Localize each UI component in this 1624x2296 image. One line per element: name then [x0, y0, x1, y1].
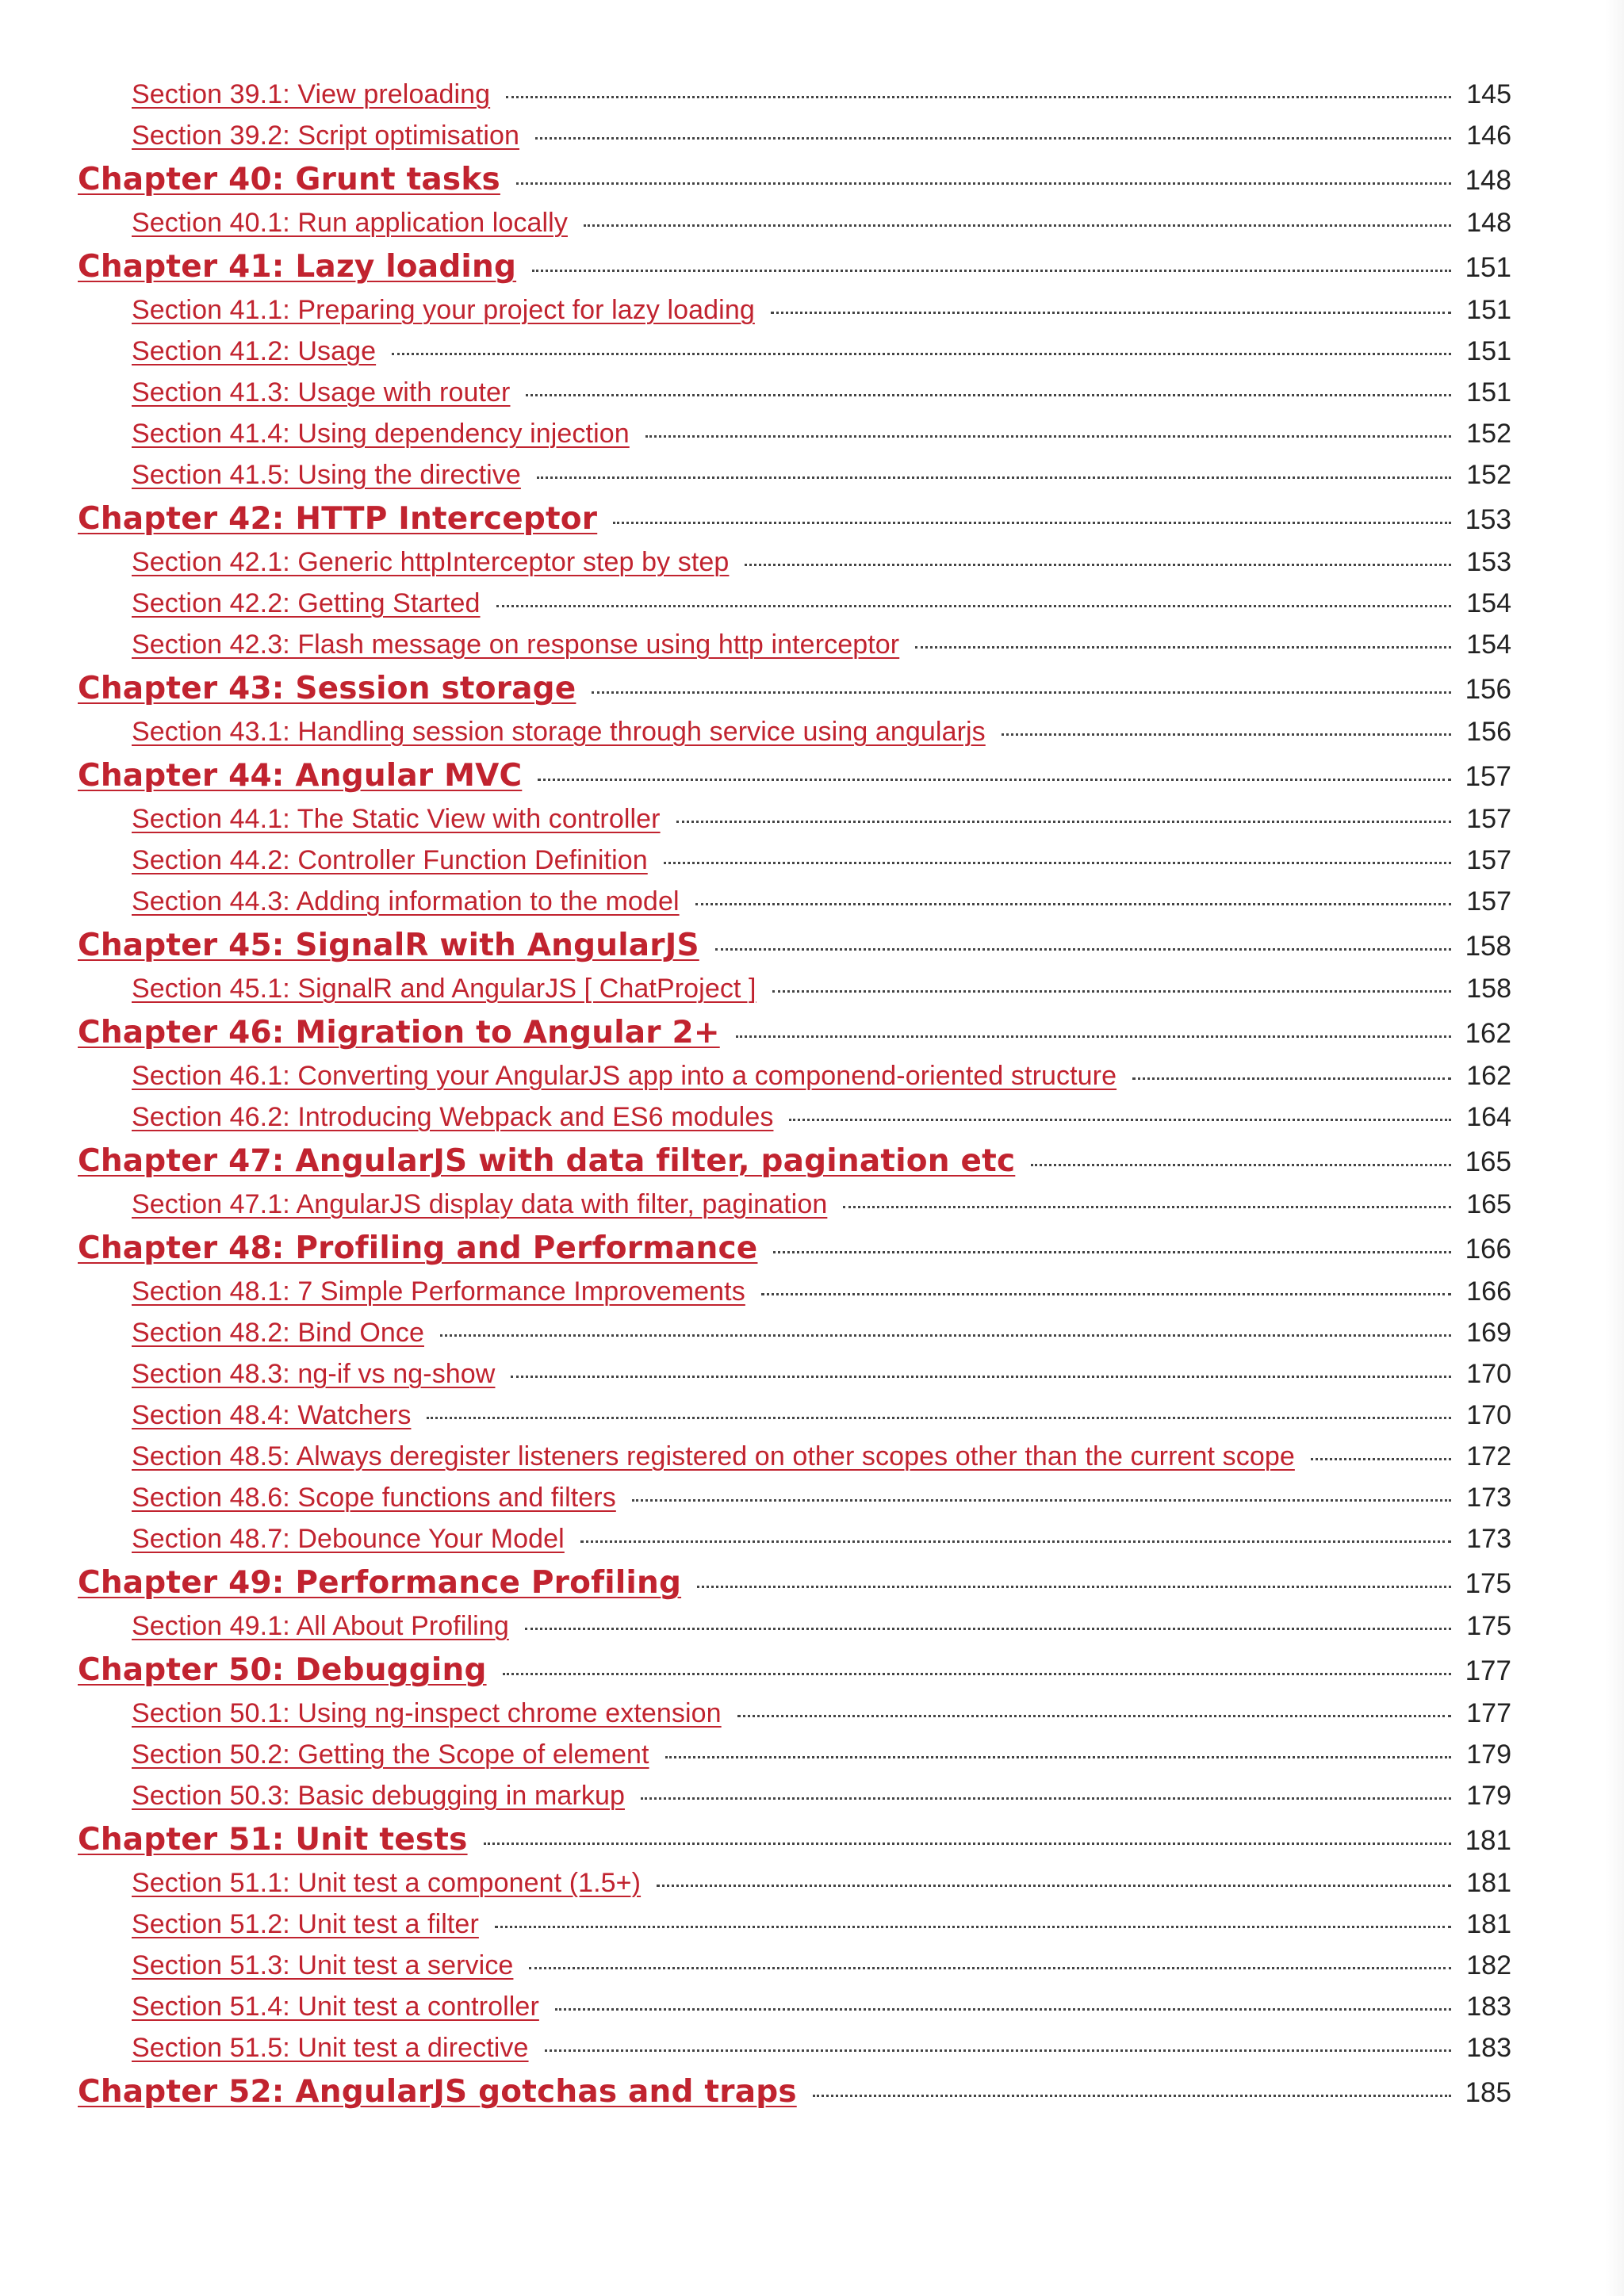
page-number: 148: [1466, 208, 1511, 238]
dot-leader: [392, 353, 1451, 355]
toc-chapter-entry: [78, 671, 1511, 717]
page-number: 172: [1466, 1441, 1511, 1471]
toc-chapter-entry: [78, 758, 1511, 804]
dot-leader: [592, 691, 1451, 694]
dot-leader: [737, 1715, 1451, 1717]
dot-leader: [503, 1673, 1451, 1675]
dot-leader: [613, 522, 1451, 524]
dot-leader: [525, 1628, 1451, 1630]
section-link[interactable]: Section 48.4: Watchers: [132, 1400, 412, 1430]
toc-section-entry: [78, 974, 1511, 1015]
section-link[interactable]: Section 42.1: Generic httpInterceptor step by step: [132, 547, 730, 577]
chapter-link[interactable]: Chapter 42: HTTP Interceptor: [78, 501, 598, 537]
chapter-link[interactable]: Chapter 50: Debugging: [78, 1652, 487, 1688]
section-link[interactable]: Section 48.3: ng-if vs ng-show: [132, 1359, 496, 1389]
toc-chapter-entry: [78, 1822, 1511, 1868]
toc-section-entry: [78, 419, 1511, 460]
page-number: 153: [1465, 504, 1511, 535]
section-link[interactable]: Section 48.1: 7 Simple Performance Improvements: [132, 1276, 745, 1307]
section-link[interactable]: Section 48.6: Scope functions and filters: [132, 1483, 616, 1513]
page-number: 165: [1465, 1146, 1511, 1177]
dot-leader: [715, 948, 1451, 951]
toc-section-entry: [78, 1698, 1511, 1739]
toc-section-entry: [78, 377, 1511, 419]
toc-section-entry: [78, 1441, 1511, 1483]
section-link[interactable]: Section 42.2: Getting Started: [132, 588, 481, 618]
chapter-link[interactable]: Chapter 47: AngularJS with data filter, pagination etc: [78, 1143, 1016, 1179]
page-number: 182: [1466, 1950, 1511, 1980]
dot-leader: [440, 1334, 1451, 1337]
chapter-link[interactable]: Chapter 51: Unit tests: [78, 1822, 468, 1858]
section-link[interactable]: Section 44.1: The Static View with controller: [132, 804, 661, 834]
dot-leader: [495, 1926, 1451, 1928]
dot-leader: [695, 903, 1451, 905]
page-number: 175: [1466, 1611, 1511, 1641]
dot-leader: [843, 1206, 1451, 1208]
toc-section-entry: [78, 1950, 1511, 1992]
dot-leader: [641, 1797, 1451, 1800]
toc-chapter-entry: [78, 1015, 1511, 1061]
section-link[interactable]: Section 48.2: Bind Once: [132, 1318, 424, 1348]
toc-section-entry: [78, 1524, 1511, 1565]
chapter-link[interactable]: Chapter 48: Profiling and Performance: [78, 1230, 758, 1266]
page-number: 166: [1466, 1276, 1511, 1307]
toc-section-entry: [78, 295, 1511, 336]
page-number: 185: [1465, 2077, 1511, 2108]
page-number: 152: [1466, 460, 1511, 490]
dot-leader: [773, 1251, 1451, 1253]
dot-leader: [511, 1376, 1451, 1378]
dot-leader: [789, 1119, 1451, 1121]
chapter-link[interactable]: Chapter 44: Angular MVC: [78, 758, 523, 794]
section-link[interactable]: Section 50.1: Using ng-inspect chrome extension: [132, 1698, 722, 1728]
section-link[interactable]: Section 46.2: Introducing Webpack and ES6 modules: [132, 1102, 774, 1132]
page-number: 154: [1466, 629, 1511, 660]
page-number: 175: [1465, 1568, 1511, 1599]
dot-leader: [1132, 1077, 1451, 1080]
dot-leader: [915, 646, 1451, 649]
page-number: 157: [1466, 804, 1511, 834]
section-link[interactable]: Section 51.1: Unit test a component (1.5+): [132, 1868, 642, 1898]
dot-leader: [665, 1756, 1451, 1758]
page-number: 173: [1466, 1524, 1511, 1554]
chapter-link[interactable]: Chapter 45: SignalR with AngularJS: [78, 928, 699, 963]
page-number: 162: [1465, 1018, 1511, 1049]
section-link[interactable]: Section 43.1: Handling session storage through service using angularjs: [132, 717, 986, 747]
page-number: 158: [1466, 974, 1511, 1004]
dot-leader: [632, 1499, 1451, 1502]
dot-leader: [484, 1843, 1451, 1845]
section-link[interactable]: Section 46.1: Converting your AngularJS app into a componend-oriented structure: [132, 1061, 1117, 1091]
dot-leader: [506, 96, 1451, 98]
dot-leader: [1031, 1164, 1451, 1166]
page-number: 151: [1465, 252, 1511, 283]
dot-leader: [676, 821, 1451, 823]
section-link[interactable]: Section 41.2: Usage: [132, 336, 377, 366]
page-number: 179: [1466, 1781, 1511, 1811]
page-number: 157: [1466, 845, 1511, 875]
section-link[interactable]: Section 51.4: Unit test a controller: [132, 1992, 539, 2022]
toc-chapter-entry: [78, 249, 1511, 295]
dot-leader: [697, 1586, 1451, 1588]
toc-section-entry: [78, 1909, 1511, 1950]
section-link[interactable]: Section 39.2: Script optimisation: [132, 121, 519, 151]
page-number: 151: [1466, 295, 1511, 325]
section-link[interactable]: Section 41.1: Preparing your project for lazy loading: [132, 295, 755, 325]
toc-chapter-entry: [78, 2074, 1511, 2120]
section-link[interactable]: Section 44.3: Adding information to the model: [132, 886, 680, 916]
toc-chapter-entry: [78, 162, 1511, 208]
toc-section-entry: [78, 1992, 1511, 2033]
chapter-link[interactable]: Chapter 43: Session storage: [78, 671, 576, 706]
toc-section-entry: [78, 2033, 1511, 2074]
section-link[interactable]: Section 48.7: Debounce Your Model: [132, 1524, 565, 1554]
page-number: 156: [1466, 717, 1511, 747]
page-number: 181: [1466, 1868, 1511, 1898]
page-number: 179: [1466, 1739, 1511, 1770]
section-link[interactable]: Section 39.1: View preloading: [132, 79, 491, 109]
dot-leader: [664, 862, 1451, 864]
page-number: 177: [1465, 1655, 1511, 1686]
toc-section-entry: [78, 886, 1511, 928]
dot-leader: [657, 1885, 1451, 1887]
dot-leader: [526, 394, 1451, 396]
toc-section-entry: [78, 845, 1511, 886]
dot-leader: [1002, 733, 1451, 736]
page-number: 156: [1465, 674, 1511, 705]
dot-leader: [516, 182, 1451, 185]
page-number: 170: [1466, 1359, 1511, 1389]
dot-leader: [538, 779, 1451, 781]
chapter-link[interactable]: Chapter 40: Grunt tasks: [78, 162, 500, 197]
dot-leader: [645, 435, 1451, 438]
dot-leader: [427, 1417, 1451, 1419]
toc-section-entry: [78, 1061, 1511, 1102]
page-number: 157: [1465, 761, 1511, 792]
toc-section-entry: [78, 1781, 1511, 1822]
section-link[interactable]: Section 51.2: Unit test a filter: [132, 1909, 479, 1939]
page-number: 154: [1466, 588, 1511, 618]
toc-section-entry: [78, 1102, 1511, 1143]
section-link[interactable]: Section 48.5: Always deregister listeners registered on other scopes other than the current scope: [132, 1441, 1295, 1471]
page-number: 151: [1466, 377, 1511, 408]
dot-leader: [537, 476, 1451, 479]
toc-section-entry: [78, 121, 1511, 162]
section-link[interactable]: Section 42.3: Flash message on response using http interceptor: [132, 629, 900, 660]
chapter-link[interactable]: Chapter 52: AngularJS gotchas and traps: [78, 2074, 797, 2110]
page-number: 151: [1466, 336, 1511, 366]
page-number: 162: [1466, 1061, 1511, 1091]
toc-section-entry: [78, 717, 1511, 758]
page-number: 158: [1465, 931, 1511, 962]
dot-leader: [736, 1035, 1451, 1038]
toc-section-entry: [78, 804, 1511, 845]
dot-leader: [555, 2008, 1451, 2011]
toc-chapter-entry: [78, 1230, 1511, 1276]
toc-chapter-entry: [78, 928, 1511, 974]
toc-section-entry: [78, 460, 1511, 501]
page-number: 153: [1466, 547, 1511, 577]
dot-leader: [745, 564, 1451, 566]
toc-chapter-entry: [78, 501, 1511, 547]
page-number: 152: [1466, 419, 1511, 449]
page-number: 173: [1466, 1483, 1511, 1513]
toc-section-entry: [78, 1400, 1511, 1441]
toc-section-entry: [78, 1739, 1511, 1781]
dot-leader: [761, 1293, 1451, 1295]
dot-leader: [772, 990, 1451, 993]
dot-leader: [535, 137, 1451, 140]
section-link[interactable]: Section 50.3: Basic debugging in markup: [132, 1781, 625, 1811]
dot-leader: [1311, 1458, 1451, 1460]
page-number: 169: [1466, 1318, 1511, 1348]
page-number: 148: [1465, 165, 1511, 196]
page-number: 146: [1466, 121, 1511, 151]
toc-section-entry: [78, 1318, 1511, 1359]
toc-chapter-entry: [78, 1143, 1511, 1189]
section-link[interactable]: Section 49.1: All About Profiling: [132, 1611, 509, 1641]
dot-leader: [771, 312, 1451, 314]
page-number: 170: [1466, 1400, 1511, 1430]
page-number: 183: [1466, 1992, 1511, 2022]
dot-leader: [532, 270, 1451, 272]
section-link[interactable]: Section 51.5: Unit test a directive: [132, 2033, 529, 2063]
page-number: 177: [1466, 1698, 1511, 1728]
toc-section-entry: [78, 208, 1511, 249]
chapter-link[interactable]: Chapter 49: Performance Profiling: [78, 1565, 682, 1601]
dot-leader: [813, 2095, 1451, 2097]
dot-leader: [545, 2049, 1451, 2052]
toc-section-entry: [78, 1868, 1511, 1909]
page-number: 165: [1466, 1189, 1511, 1219]
section-link[interactable]: Section 41.5: Using the directive: [132, 460, 521, 490]
chapter-link[interactable]: Chapter 46: Migration to Angular 2+: [78, 1015, 720, 1050]
section-link[interactable]: Section 40.1: Run application locally: [132, 208, 568, 238]
section-link[interactable]: Section 45.1: SignalR and AngularJS [ ChatProject ]: [132, 974, 756, 1004]
page-number: 157: [1466, 886, 1511, 916]
toc-section-entry: [78, 1359, 1511, 1400]
toc-chapter-entry: [78, 1565, 1511, 1611]
toc-section-entry: [78, 1611, 1511, 1652]
toc-section-entry: [78, 588, 1511, 629]
toc-section-entry: [78, 629, 1511, 671]
page-number: 145: [1466, 79, 1511, 109]
toc-section-entry: [78, 1483, 1511, 1524]
dot-leader: [580, 1540, 1451, 1543]
section-link[interactable]: Section 51.3: Unit test a service: [132, 1950, 514, 1980]
page-number: 166: [1465, 1234, 1511, 1265]
page-number: 181: [1466, 1909, 1511, 1939]
chapter-link[interactable]: Chapter 41: Lazy loading: [78, 249, 517, 285]
section-link[interactable]: Section 47.1: AngularJS display data with filter, pagination: [132, 1189, 828, 1219]
toc-chapter-entry: [78, 1652, 1511, 1698]
section-link[interactable]: Section 41.4: Using dependency injection: [132, 419, 630, 449]
toc-section-entry: [78, 1189, 1511, 1230]
toc-section-entry: [78, 336, 1511, 377]
page-number: 164: [1466, 1102, 1511, 1132]
page-edge-shadow: [1605, 0, 1624, 2296]
toc-section-entry: [78, 1276, 1511, 1318]
page-number: 183: [1466, 2033, 1511, 2063]
dot-leader: [529, 1967, 1451, 1969]
toc-section-entry: [78, 79, 1511, 121]
table-of-contents: [78, 79, 1511, 2120]
dot-leader: [584, 224, 1451, 227]
toc-section-entry: [78, 547, 1511, 588]
page-number: 181: [1465, 1825, 1511, 1856]
dot-leader: [496, 605, 1451, 607]
section-link[interactable]: Section 41.3: Usage with router: [132, 377, 511, 408]
section-link[interactable]: Section 44.2: Controller Function Definition: [132, 845, 648, 875]
section-link[interactable]: Section 50.2: Getting the Scope of element: [132, 1739, 649, 1770]
